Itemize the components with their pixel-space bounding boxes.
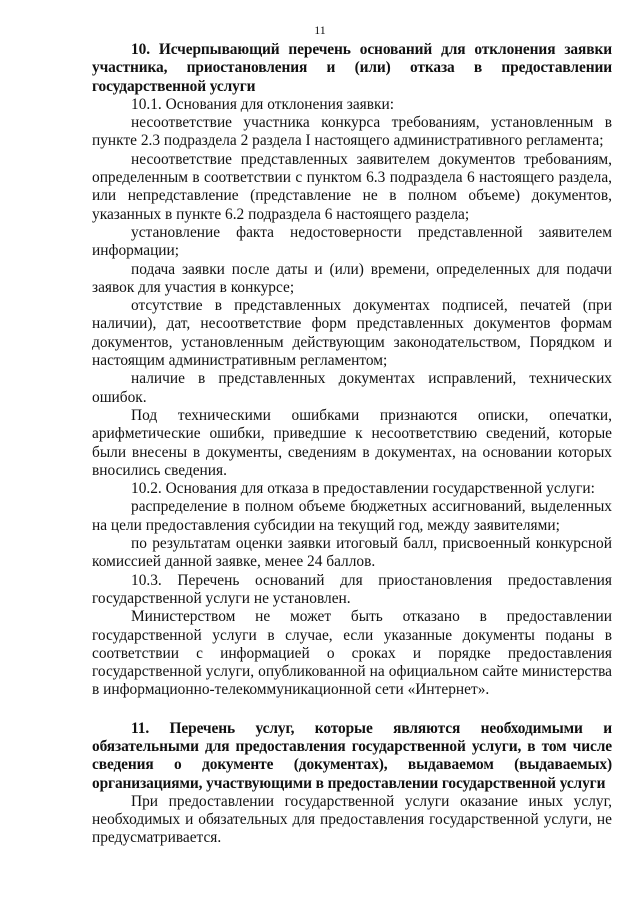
paragraph-participant-mismatch: несоответствие участника конкурса требованиям, установленным в пункте 2.3 подраздела 2 раздела I настоящего административного регламента;	[92, 114, 612, 150]
page-number: 11	[314, 23, 326, 37]
section-10-heading: 10. Исчерпывающий перечень оснований для отклонения заявки участника, приостановления и (или) отказа в предоставлении государственной услуги	[92, 41, 612, 95]
paragraph-budget-distribution: распределение в полном объеме бюджетных ассигнований, выделенных на цели предоставления субсидии на текущий год, между заявителями;	[92, 498, 612, 534]
paragraph-ministry-refusal: Министерством не может быть отказано в предоставлении государственной услуги в случае, если указанные документы поданы в соответствии с информацией о сроках и порядке предоставления государственной услуги, опубликованной на официальном сайте министерства в информационно-телекоммуникационной сети «Интернет».	[92, 608, 612, 699]
paragraph-10-1-intro: 10.1. Основания для отклонения заявки:	[131, 95, 395, 113]
paragraph-false-information: установление факта недостоверности представленной заявителем информации;	[92, 223, 612, 260]
paragraph-other-services: При предоставлении государственной услуги оказание иных услуг, необходимых и обязательных для предоставления государственной услуги, не предусматривается.	[92, 792, 612, 847]
paragraph-documents-mismatch: несоответствие представленных заявителем документов требованиям, определенным в соответствии с пунктом 6.3 подраздела 6 настоящего раздела, или непредставление (представление не в полном объеме) документов, указанных в пункте 6.2 подраздела 6 настоящего раздела;	[92, 150, 612, 223]
paragraph-missing-signatures: отсутствие в представленных документах подписей, печатей (при наличии), дат, несоответствие форм представленных документов формам документов, установленным действующим законодательством, Порядком и настоящим административным регламентом;	[92, 297, 612, 370]
paragraph-corrections: наличие в представленных документах исправлений, технических ошибок.	[92, 370, 612, 406]
document-body	[92, 41, 612, 848]
paragraph-10-2-intro: 10.2. Основания для отказа в предоставлении государственной услуги:	[131, 480, 595, 498]
section-11-heading: 11. Перечень услуг, которые являются необходимыми и обязательными для предоставления государственной услуги, в том числе сведения о документе (документах), выдаваемом (выдаваемых) организациями, участвующими в предоставлении государственной услуги	[92, 719, 612, 792]
paragraph-technical-errors: Под техническими ошибками признаются описки, опечатки, арифметические ошибки, приведшие к несоответствию сведений, которые были внесены в документы, сведениям в документах, на основании которых вносились сведения.	[92, 406, 612, 479]
paragraph-late-submission: подача заявки после даты и (или) времени, определенных для подачи заявок для участия в конкурсе;	[92, 260, 612, 296]
paragraph-10-3: 10.3. Перечень оснований для приостановления предоставления государственной услуги не установлен.	[92, 571, 612, 607]
paragraph-score-threshold: по результатам оценки заявки итоговый балл, присвоенный конкурсной комиссией данной заявке, менее 24 баллов.	[92, 535, 612, 571]
section-gap	[92, 700, 612, 720]
